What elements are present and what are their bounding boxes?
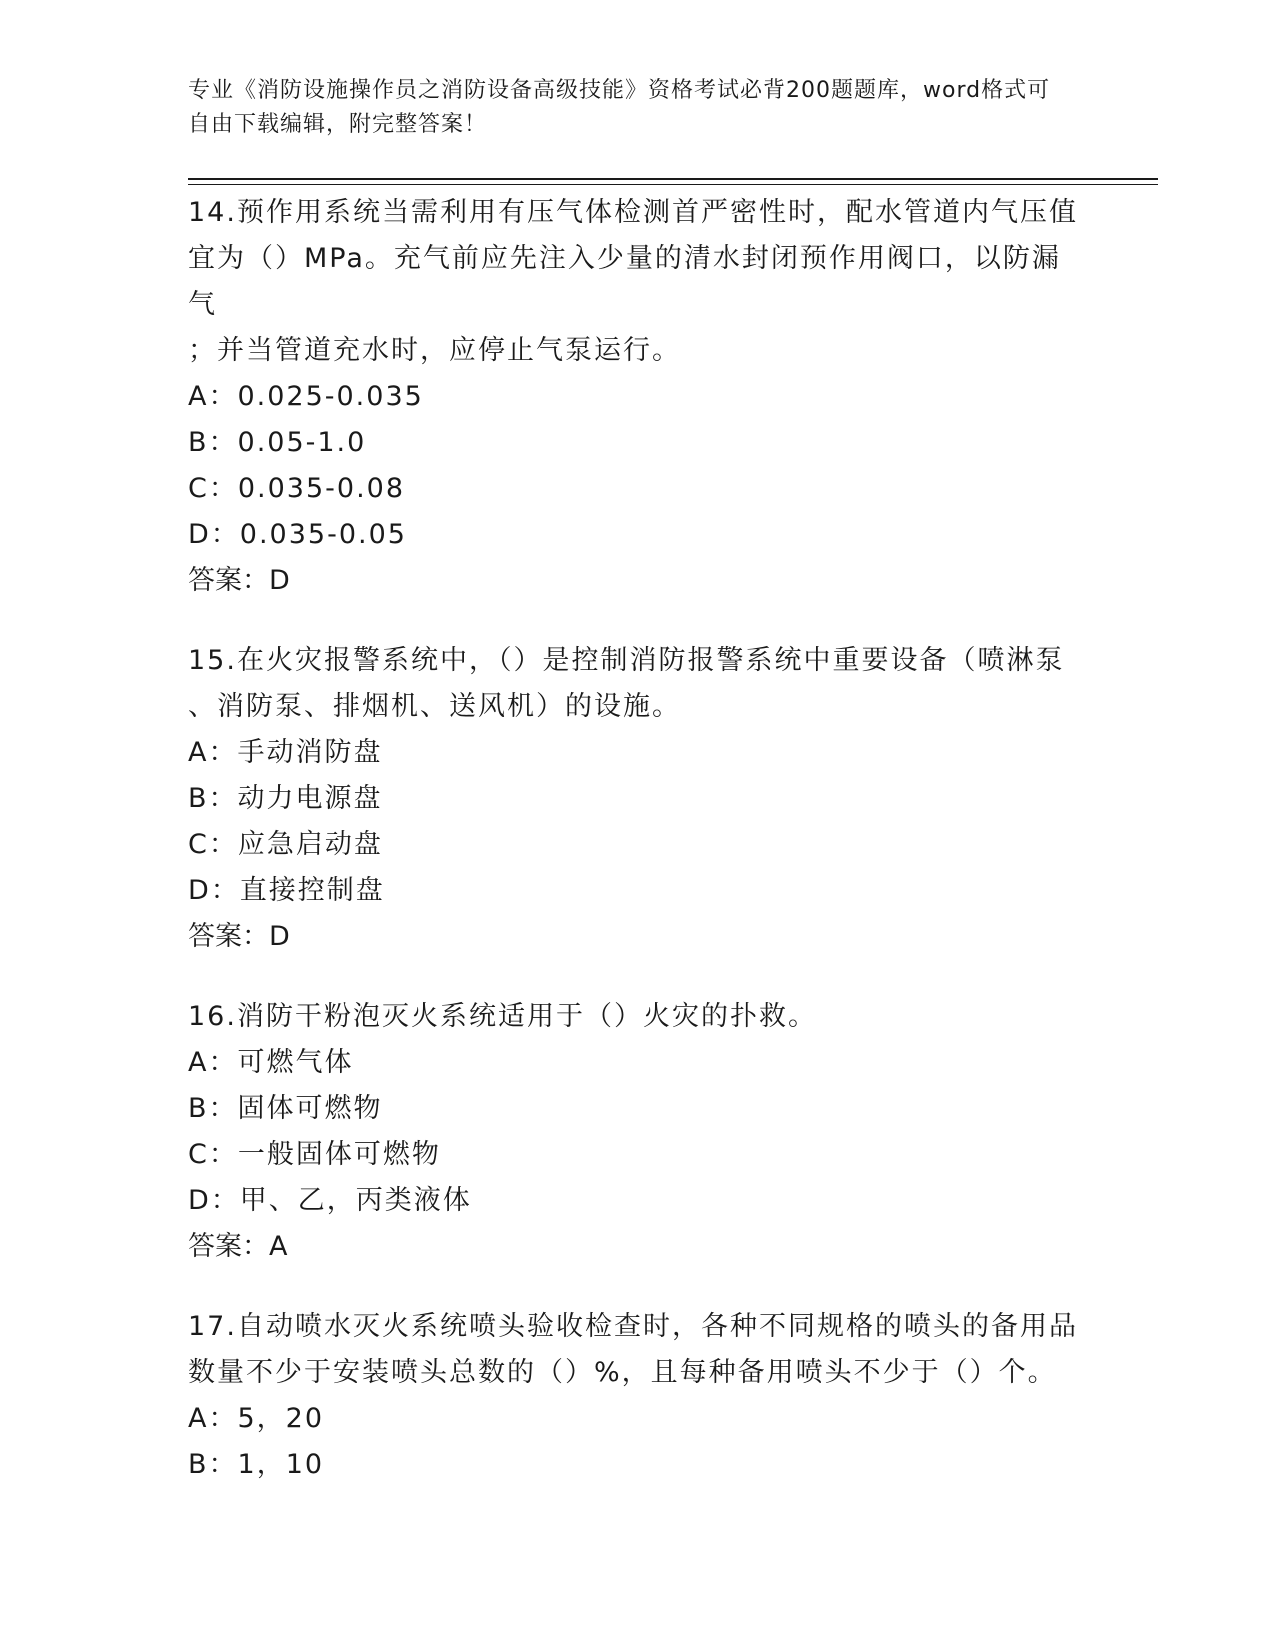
option-a: A：可燃气体 (188, 1047, 354, 1078)
option-b: B：1，10 (188, 1449, 325, 1480)
option-d: D：直接控制盘 (188, 875, 385, 906)
question-17 (188, 1304, 1088, 1488)
option-d: D：0.035-0.05 (188, 519, 407, 550)
option-c: C：应急启动盘 (188, 829, 383, 860)
option-a: A：0.025-0.035 (188, 381, 424, 412)
option-b: B：固体可燃物 (188, 1093, 383, 1124)
option-d: D：甲、乙，丙类液体 (188, 1185, 472, 1216)
answer-text: 答案：D (188, 921, 290, 952)
document-header (188, 74, 1068, 142)
option-a: A：手动消防盘 (188, 737, 383, 768)
option-c: C：一般固体可燃物 (188, 1139, 441, 1170)
question-16 (188, 994, 1088, 1270)
option-a: A：5，20 (188, 1403, 325, 1434)
option-b: B：0.05-1.0 (188, 427, 367, 458)
question-15 (188, 638, 1088, 960)
header-divider-thin (188, 184, 1158, 185)
question-list (188, 190, 1088, 1522)
question-14 (188, 190, 1088, 604)
answer-text: 答案：D (188, 565, 290, 596)
option-c: C：0.035-0.08 (188, 473, 406, 504)
header-title: 专业《消防设施操作员之消防设备高级技能》资格考试必背200题题库，word格式可自由下载编辑，附完整答案！ (188, 78, 1051, 137)
question-text: 15.在火灾报警系统中，（）是控制消防报警系统中重要设备（喷淋泵 、消防泵、排烟机、送风机）的设施。 (188, 645, 1065, 722)
question-text: 14.预作用系统当需利用有压气体检测首严密性时，配水管道内气压值 宜为（）MPa。充气前应先注入少量的清水封闭预作用阀口，以防漏气 ；并当管道充水时，应停止气泵运行。 (188, 197, 1078, 366)
header-divider-thick (188, 178, 1158, 180)
answer-text: 答案：A (188, 1231, 288, 1262)
option-b: B：动力电源盘 (188, 783, 383, 814)
question-text: 16.消防干粉泡灭火系统适用于（）火灾的扑救。 (188, 1001, 817, 1032)
question-text: 17.自动喷水灭火系统喷头验收检查时，各种不同规格的喷头的备用品 数量不少于安装喷头总数的（）%，且每种备用喷头不少于（）个。 (188, 1311, 1078, 1388)
